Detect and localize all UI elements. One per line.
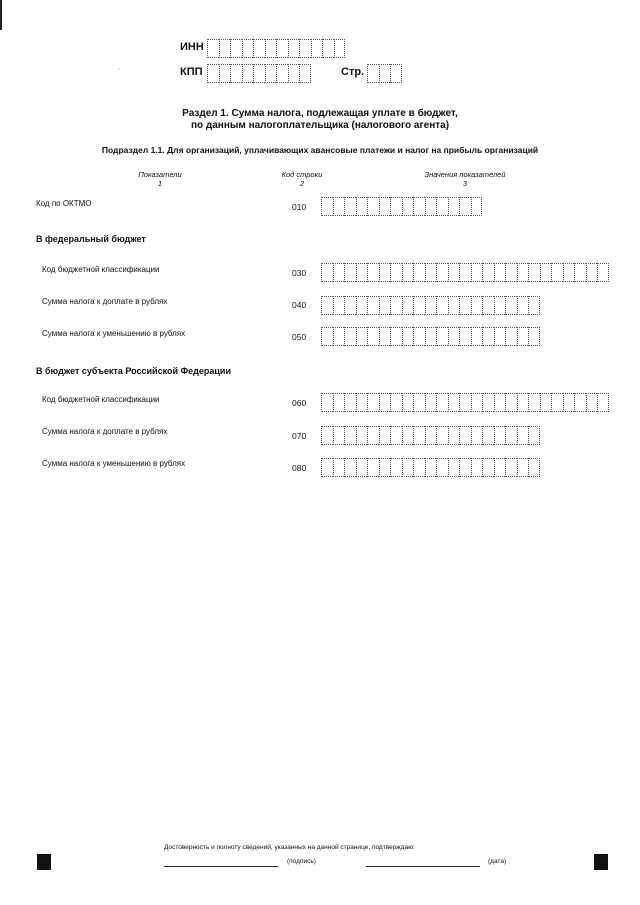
input-cell[interactable] (505, 458, 517, 477)
input-cell[interactable] (242, 39, 254, 58)
input-cell[interactable] (494, 426, 506, 445)
input-cell[interactable] (528, 296, 540, 315)
input-cell[interactable] (436, 263, 448, 282)
input-cell[interactable] (321, 296, 333, 315)
input-cell[interactable] (413, 426, 425, 445)
input-cell[interactable] (367, 263, 379, 282)
input-cell[interactable] (402, 263, 414, 282)
corner-marker-right (594, 854, 608, 870)
input-cell[interactable] (390, 426, 402, 445)
input-cell[interactable] (436, 393, 448, 412)
input-cell[interactable] (528, 263, 540, 282)
input-cell[interactable] (367, 197, 379, 216)
input-cell[interactable] (436, 327, 448, 346)
input-cell[interactable] (344, 197, 356, 216)
input-cell[interactable] (448, 426, 460, 445)
input-cell[interactable] (402, 197, 414, 216)
input-cell[interactable] (471, 458, 483, 477)
inn-field[interactable] (207, 39, 345, 58)
input-cell[interactable] (425, 327, 437, 346)
input-cell[interactable] (367, 327, 379, 346)
dash-mark: - (118, 64, 121, 73)
pay-reg-label: Сумма налога к доплате в рублях (42, 427, 168, 436)
input-cell[interactable] (528, 393, 540, 412)
input-cell[interactable] (540, 393, 552, 412)
input-cell[interactable] (482, 327, 494, 346)
input-cell[interactable] (207, 39, 219, 58)
oktmo-field[interactable] (321, 197, 482, 216)
section-title-line2: по данным налогоплательщика (налогового агента) (190, 120, 450, 131)
subsection-title: Подраздел 1.1. Для организаций, уплачивающих авансовые платежи и налог на прибыль организаций (101, 145, 539, 155)
input-cell[interactable] (367, 296, 379, 315)
input-cell[interactable] (482, 296, 494, 315)
input-cell[interactable] (230, 39, 242, 58)
input-cell[interactable] (356, 263, 368, 282)
input-cell[interactable] (379, 327, 391, 346)
input-cell[interactable] (413, 327, 425, 346)
input-cell[interactable] (528, 327, 540, 346)
kbk-fed-code: 030 (292, 268, 307, 278)
col-line-code-num: 2 (299, 179, 305, 188)
input-cell[interactable] (471, 263, 483, 282)
input-cell[interactable] (586, 393, 598, 412)
input-cell[interactable] (425, 263, 437, 282)
col-values-num: 3 (462, 179, 468, 188)
input-cell[interactable] (494, 393, 506, 412)
input-cell[interactable] (563, 263, 575, 282)
input-cell[interactable] (344, 426, 356, 445)
input-cell[interactable] (402, 458, 414, 477)
input-cell[interactable] (505, 393, 517, 412)
input-cell[interactable] (574, 393, 586, 412)
input-cell[interactable] (471, 393, 483, 412)
input-cell[interactable] (517, 458, 529, 477)
col-indicators-num: 1 (157, 179, 163, 188)
input-cell[interactable] (230, 64, 242, 83)
input-cell[interactable] (333, 296, 345, 315)
input-cell[interactable] (344, 393, 356, 412)
input-cell[interactable] (356, 197, 368, 216)
input-cell[interactable] (242, 64, 254, 83)
input-cell[interactable] (390, 296, 402, 315)
pay-fed-field[interactable] (321, 296, 540, 315)
input-cell[interactable] (390, 458, 402, 477)
input-cell[interactable] (322, 39, 334, 58)
input-cell[interactable] (517, 327, 529, 346)
input-cell[interactable] (356, 426, 368, 445)
regional-heading: В бюджет субъекта Российской Федерации (36, 366, 231, 376)
input-cell[interactable] (311, 39, 323, 58)
corner-marker-left (37, 854, 51, 870)
date-line[interactable] (366, 866, 480, 867)
input-cell[interactable] (413, 393, 425, 412)
input-cell[interactable] (333, 458, 345, 477)
input-cell[interactable] (448, 197, 460, 216)
input-cell[interactable] (288, 39, 300, 58)
input-cell[interactable] (482, 393, 494, 412)
input-cell[interactable] (356, 327, 368, 346)
input-cell[interactable] (448, 263, 460, 282)
input-cell[interactable] (379, 426, 391, 445)
input-cell[interactable] (436, 197, 448, 216)
input-cell[interactable] (517, 263, 529, 282)
kbk-fed-field[interactable] (321, 263, 609, 282)
input-cell[interactable] (494, 458, 506, 477)
input-cell[interactable] (505, 327, 517, 346)
input-cell[interactable] (494, 327, 506, 346)
input-cell[interactable] (471, 426, 483, 445)
signature-caption: (подпись) (287, 858, 316, 865)
input-cell[interactable] (413, 296, 425, 315)
reduce-fed-label: Сумма налога к уменьшению в рублях (42, 329, 186, 338)
kbk-reg-field[interactable] (321, 393, 609, 412)
input-cell[interactable] (425, 393, 437, 412)
reduce-reg-field[interactable] (321, 458, 540, 477)
input-cell[interactable] (219, 39, 231, 58)
col-values: Значения показателей (424, 170, 506, 179)
pay-reg-code: 070 (292, 431, 307, 441)
input-cell[interactable] (482, 263, 494, 282)
input-cell[interactable] (379, 296, 391, 315)
input-cell[interactable] (390, 64, 402, 83)
input-cell[interactable] (494, 296, 506, 315)
input-cell[interactable] (471, 296, 483, 315)
input-cell[interactable] (344, 458, 356, 477)
input-cell[interactable] (482, 426, 494, 445)
input-cell[interactable] (459, 263, 471, 282)
input-cell[interactable] (367, 458, 379, 477)
input-cell[interactable] (517, 296, 529, 315)
input-cell[interactable] (425, 296, 437, 315)
input-cell[interactable] (413, 458, 425, 477)
input-cell[interactable] (436, 426, 448, 445)
input-cell[interactable] (321, 426, 333, 445)
input-cell[interactable] (436, 296, 448, 315)
input-cell[interactable] (253, 39, 265, 58)
inn-label: ИНН (180, 41, 204, 53)
input-cell[interactable] (356, 393, 368, 412)
input-cell[interactable] (379, 458, 391, 477)
input-cell[interactable] (402, 426, 414, 445)
input-cell[interactable] (413, 197, 425, 216)
section-title-line1: Раздел 1. Сумма налога, подлежащая уплате в бюджет, (182, 108, 458, 119)
input-cell[interactable] (448, 393, 460, 412)
input-cell[interactable] (505, 426, 517, 445)
input-cell[interactable] (379, 197, 391, 216)
input-cell[interactable] (471, 327, 483, 346)
input-cell[interactable] (333, 197, 345, 216)
input-cell[interactable] (219, 64, 231, 83)
pay-fed-label: Сумма налога к доплате в рублях (42, 297, 168, 306)
input-cell[interactable] (505, 263, 517, 282)
page-edge-mark (0, 0, 2, 30)
input-cell[interactable] (413, 263, 425, 282)
input-cell[interactable] (390, 263, 402, 282)
input-cell[interactable] (356, 458, 368, 477)
input-cell[interactable] (448, 296, 460, 315)
input-cell[interactable] (276, 39, 288, 58)
input-cell[interactable] (459, 458, 471, 477)
input-cell[interactable] (459, 197, 471, 216)
input-cell[interactable] (321, 263, 333, 282)
input-cell[interactable] (344, 327, 356, 346)
input-cell[interactable] (540, 263, 552, 282)
input-cell[interactable] (459, 393, 471, 412)
input-cell[interactable] (402, 327, 414, 346)
input-cell[interactable] (344, 296, 356, 315)
input-cell[interactable] (482, 458, 494, 477)
page-label: Стр. (341, 66, 365, 78)
reduce-fed-field[interactable] (321, 327, 540, 346)
input-cell[interactable] (356, 296, 368, 315)
input-cell[interactable] (333, 426, 345, 445)
input-cell[interactable] (597, 263, 609, 282)
input-cell[interactable] (551, 393, 563, 412)
input-cell[interactable] (390, 327, 402, 346)
input-cell[interactable] (276, 64, 288, 83)
input-cell[interactable] (402, 296, 414, 315)
input-cell[interactable] (367, 64, 379, 83)
input-cell[interactable] (265, 64, 277, 83)
input-cell[interactable] (494, 263, 506, 282)
input-cell[interactable] (207, 64, 219, 83)
input-cell[interactable] (517, 393, 529, 412)
input-cell[interactable] (402, 393, 414, 412)
input-cell[interactable] (299, 64, 311, 83)
input-cell[interactable] (459, 426, 471, 445)
input-cell[interactable] (528, 426, 540, 445)
input-cell[interactable] (448, 458, 460, 477)
pay-fed-code: 040 (292, 300, 307, 310)
kbk-reg-label: Код бюджетной классификации (42, 395, 160, 404)
kpp-label: КПП (180, 66, 203, 78)
input-cell[interactable] (253, 64, 265, 83)
input-cell[interactable] (288, 64, 300, 83)
input-cell[interactable] (321, 458, 333, 477)
reduce-reg-code: 080 (292, 463, 307, 473)
input-cell[interactable] (425, 426, 437, 445)
input-cell[interactable] (379, 393, 391, 412)
input-cell[interactable] (390, 393, 402, 412)
input-cell[interactable] (333, 327, 345, 346)
input-cell[interactable] (425, 197, 437, 216)
input-cell[interactable] (551, 263, 563, 282)
input-cell[interactable] (333, 393, 345, 412)
input-cell[interactable] (344, 263, 356, 282)
kpp-field[interactable] (207, 64, 311, 83)
input-cell[interactable] (528, 458, 540, 477)
input-cell[interactable] (321, 393, 333, 412)
input-cell[interactable] (367, 393, 379, 412)
input-cell[interactable] (379, 64, 391, 83)
input-cell[interactable] (471, 197, 483, 216)
input-cell[interactable] (321, 327, 333, 346)
input-cell[interactable] (333, 263, 345, 282)
input-cell[interactable] (367, 426, 379, 445)
input-cell[interactable] (436, 458, 448, 477)
input-cell[interactable] (586, 263, 598, 282)
page-field[interactable] (367, 64, 402, 83)
kbk-reg-code: 060 (292, 398, 307, 408)
kbk-fed-label: Код бюджетной классификации (42, 265, 160, 274)
input-cell[interactable] (517, 426, 529, 445)
input-cell[interactable] (597, 393, 609, 412)
col-indicators: Показатели (138, 170, 182, 179)
input-cell[interactable] (334, 39, 346, 58)
oktmo-code: 010 (292, 202, 307, 212)
pay-reg-field[interactable] (321, 426, 540, 445)
input-cell[interactable] (265, 39, 277, 58)
date-caption: (дата) (488, 858, 507, 865)
input-cell[interactable] (574, 263, 586, 282)
input-cell[interactable] (505, 296, 517, 315)
input-cell[interactable] (425, 458, 437, 477)
input-cell[interactable] (379, 263, 391, 282)
federal-heading: В федеральный бюджет (36, 234, 146, 244)
input-cell[interactable] (563, 393, 575, 412)
oktmo-label: Код по ОКТМО (36, 199, 92, 208)
input-cell[interactable] (459, 296, 471, 315)
input-cell[interactable] (321, 197, 333, 216)
input-cell[interactable] (299, 39, 311, 58)
input-cell[interactable] (448, 327, 460, 346)
input-cell[interactable] (459, 327, 471, 346)
reduce-fed-code: 050 (292, 332, 307, 342)
reduce-reg-label: Сумма налога к уменьшению в рублях (42, 459, 186, 468)
signature-line[interactable] (164, 866, 278, 867)
input-cell[interactable] (390, 197, 402, 216)
col-line-code: Код строки (281, 170, 323, 179)
confirm-text: Достоверность и полноту сведений, указанных на данной странице, подтверждаю: (164, 844, 415, 851)
